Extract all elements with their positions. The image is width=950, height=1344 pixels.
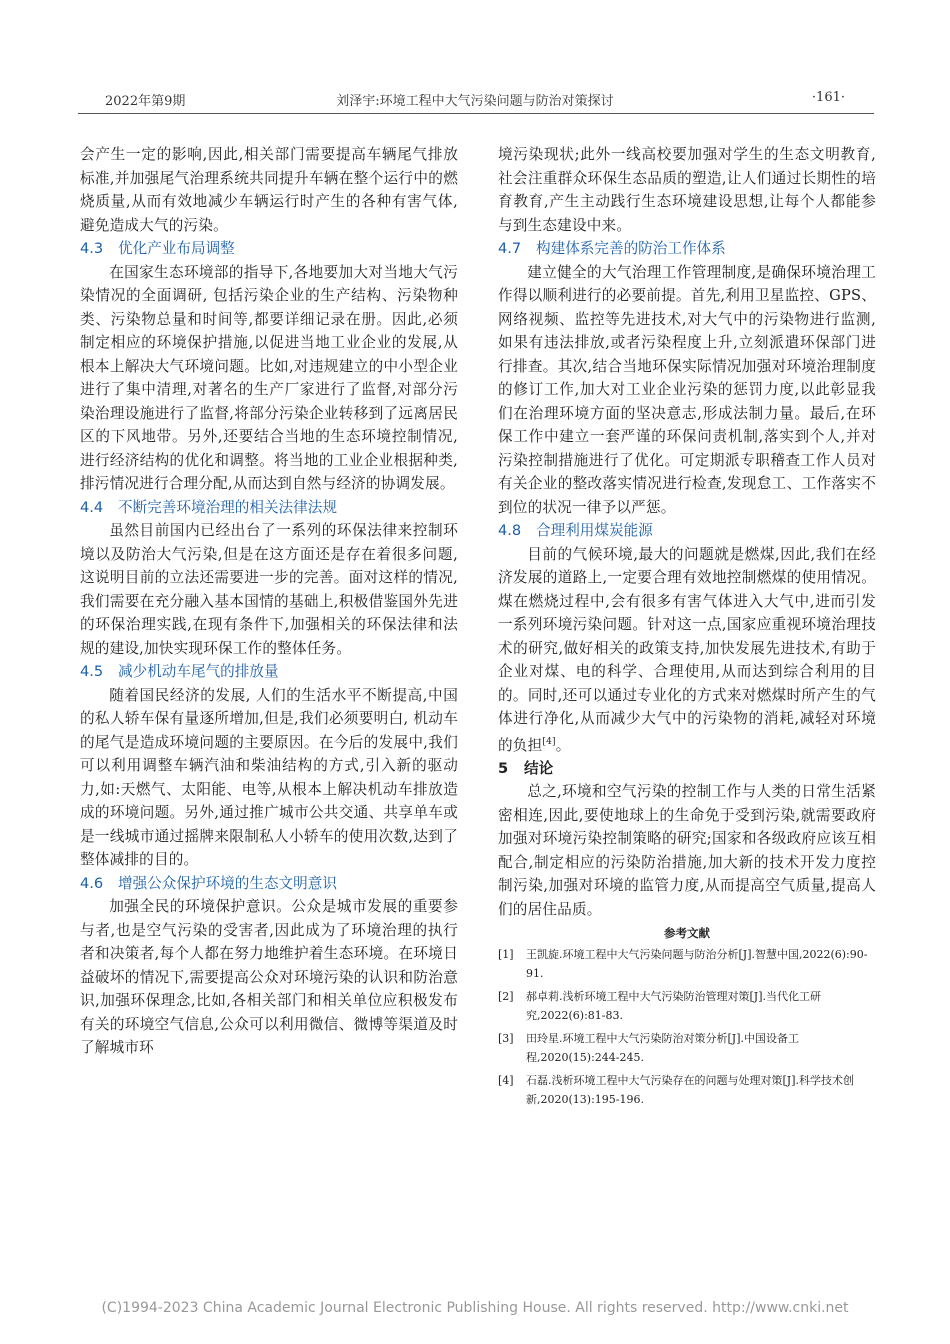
reference-text: 王凯旋.环境工程中大气污染问题与防治分析[J].智慧中国,2022(6):90-91. xyxy=(526,948,868,981)
section-title: 优化产业布局调整 xyxy=(118,240,235,257)
article-running-title: 刘泽宇:环境工程中大气污染问题与防治对策探讨 xyxy=(336,94,614,109)
section-title: 增强公众保护环境的生态文明意识 xyxy=(118,874,337,892)
left-column xyxy=(80,143,458,1060)
section-number: 4.8 xyxy=(498,522,522,539)
paragraph: 会产生一定的影响,因此,相关部门需要提高车辆尾气排放标准,并加强尾气治理系统共同提升车辆在整个运行中的燃烧质量,从而有效地减少车辆运行时产生的各种有害气体,避免造成大气的污染。 xyxy=(80,146,458,234)
paragraph xyxy=(498,543,876,757)
copyright-footer: (C)1994-2023 China Academic Journal Electronic Publishing House. All rights reserved. http://www.cnki.net xyxy=(101,1300,849,1316)
page-number: ·161· xyxy=(811,90,845,105)
section-title: 结论 xyxy=(524,759,554,777)
section-number: 5 xyxy=(498,759,509,777)
section-title: 不断完善环境治理的相关法律法规 xyxy=(118,498,337,516)
reference-number: [4] xyxy=(498,1074,514,1088)
paragraph: 总之,环境和空气污染的控制工作与人类的日常生活紧密相连,因此,要使地球上的生命免于受到污染,就需要政府加强对环境污染控制策略的研究;国家和各级政府应该互相配合,制定相应的污染防治措施,加大新的技术开发力度控制污染,加强对环境的监管力度,从而提高空气质量,提高人们的居住品质。 xyxy=(498,783,876,918)
references-heading: 参考文献 xyxy=(664,926,710,941)
section-number: 4.3 xyxy=(80,240,104,257)
section-heading-4-8 xyxy=(498,519,876,543)
reference-item xyxy=(498,945,876,983)
section-number: 4.6 xyxy=(80,874,104,892)
header-rule xyxy=(78,113,874,114)
section-number: 4.5 xyxy=(80,663,104,680)
reference-number: [2] xyxy=(498,990,514,1004)
section-number: 4.7 xyxy=(498,240,522,257)
reference-number: [1] xyxy=(498,948,514,962)
section-heading-4-5 xyxy=(80,660,458,684)
section-heading-4-6 xyxy=(80,872,458,896)
reference-item xyxy=(498,1029,876,1067)
section-heading-5 xyxy=(498,757,876,781)
paragraph-text: 目前的气候环境,最大的问题就是燃煤,因此,我们在经济发展的道路上,一定要合理有效地控制燃煤的使用情况。煤在燃烧过程中,会有很多有害气体进入大气中,进而引发一系列环境污染问题。针对这一点,国家应重视环境治理技术的研究,做好相关的政策支持,加快发展先进技术,有助于企业对煤、电的科学、合理使用,从而达到综合利用的目的。同时,还可以通过专业化的方式来对燃煤时所产生的气体进行净化,从而减少大气中的污染物的消耗,减轻对环境的负担 xyxy=(498,545,876,754)
reference-text: 郝卓莉.浅析环境工程中大气污染防治管理对策[J].当代化工研究,2022(6):81-83. xyxy=(526,990,821,1023)
paragraph: 在国家生态环境部的指导下,各地要加大对当地大气污染情况的全面调研, 包括污染企业的生产结构、污染物种类、污染物总量和时间等,都要详细记录在册。因此,必须制定相应的环境保护措施,以促进当地工业企业的发展,从根本上解决大气环境问题。比如,对违规建立的中小型企业进行了集中清理,对著名的生产厂家进行了监督,对部分污染治理设施进行了监督,将部分污染企业转移到了远离居民区的下风地带。另外,还要结合当地的生态环境控制情况,进行经济结构的优化和调整。将当地的工业企业根据种类,排污情况进行合理分配,从而达到自然与经济的协调发展。 xyxy=(80,263,458,492)
reference-item xyxy=(498,1071,876,1109)
paragraph: 建立健全的大气治理工作管理制度,是确保环境治理工作得以顺利进行的必要前提。首先,利用卫星监控、GPS、网络视频、监控等先进技术,对大气中的污染物进行监测,如果有违法排放,或者污染程度上升,立刻派遣环保部门进行排查。其次,结合当地环保实际情况加强对环境治理制度的修订工作,加大对工业企业污染的惩罚力度,以此彰显我们在治理环境方面的坚决意志,形成法制力量。最后,在环保工作中建立一套严谨的环保问责机制,落实到个人,并对污染控制措施进行了优化。可定期派专职稽查工作人员对有关企业的整改落实情况进行检查,发现怠工、工作落实不到位的状况一律予以严惩。 xyxy=(498,263,876,516)
section-heading-4-7 xyxy=(498,237,876,261)
reference-text: 石磊.浅析环境工程中大气污染存在的问题与处理对策[J].科学技术创新,2020(13):195-196. xyxy=(526,1074,854,1107)
paragraph: 随着国民经济的发展, 人们的生活水平不断提高,中国的私人轿车保有量逐所增加,但是,我们必须要明白, 机动车的尾气是造成环境问题的主要原因。在今后的发展中,我们可以利用调整车辆汽油和柴油结构的方式,引入新的驱动力,如:天燃气、太阳能、电等,从根本上解决机动车排放造成的环境问题。另外,通过推广城市公共交通、共享单车或是一线城市通过摇牌来限制私人小轿车的使用次数,达到了整体减排的目的。 xyxy=(80,686,458,868)
right-column xyxy=(498,143,876,1113)
section-title: 合理利用煤炭能源 xyxy=(536,522,653,539)
section-heading-4-3 xyxy=(80,237,458,261)
running-header xyxy=(105,90,845,112)
section-title: 减少机动车尾气的排放量 xyxy=(118,663,279,680)
paragraph: 虽然目前国内已经出台了一系列的环保法律来控制环境以及防治大气污染,但是在这方面还是存在着很多问题, 这说明目前的立法还需要进一步的完善。面对这样的情况,我们需要在充分融入基本国情的基础上,积极借鉴国外先进的环保治理实践,在现有条件下,加强相关的环保法律和法规的建设,加快实现环保工作的整体任务。 xyxy=(80,522,458,657)
section-title: 构建体系完善的防治工作体系 xyxy=(536,240,726,257)
section-number: 4.4 xyxy=(80,498,104,516)
paragraph: 境污染现状;此外一线高校要加强对学生的生态文明教育,社会注重群众环保生态品质的塑造,让人们通过长期性的培育教育,产生主动践行生态环境建设思想,让每个人都能参与到生态建设中来。 xyxy=(498,146,876,234)
reference-item xyxy=(498,987,876,1025)
issue-label: 2022年第9期 xyxy=(105,94,186,109)
paragraph: 加强全民的环境保护意识。公众是城市发展的重要参与者,也是空气污染的受害者,因此成为了环境治理的执行者和决策者,每个人都在努力地维护着生态环境。在环境日益破坏的情况下,需要提高公众对环境污染的认识和防治意识,加强环保理念,比如,各相关部门和相关单位应积极发布有关的环境空气信息,公众可以利用微信、微博等渠道及时了解城市环 xyxy=(80,898,458,1056)
reference-text: 田玲星.环境工程中大气污染防治对策分析[J].中国设备工程,2020(15):244-245. xyxy=(526,1032,799,1065)
reference-number: [3] xyxy=(498,1032,514,1046)
citation-link[interactable]: [4] xyxy=(542,736,556,747)
section-heading-4-4 xyxy=(80,496,458,520)
paragraph-end: 。 xyxy=(555,736,571,754)
reference-list xyxy=(498,945,876,1109)
